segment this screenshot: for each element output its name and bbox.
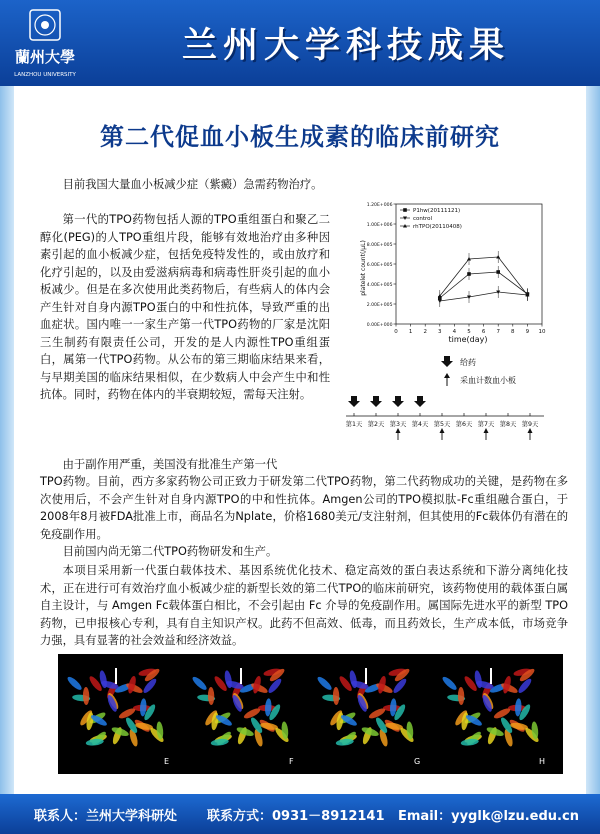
- university-logo: [8, 8, 88, 82]
- left-border: [0, 86, 14, 794]
- banner-title: 兰州大学科技成果: [181, 26, 510, 66]
- dose-arrow-icon: [370, 396, 382, 407]
- paragraph-2: 第一代的TPO药物包括人源的TPO重组蛋白和聚乙二醇化(PEG)的人TPO重组片段，能够有效地治疗由多种因素引起的血小板减少症，包括免疫特发性的，或由放疗和化疗引起的，以及由爱滋病病毒和病毒性肝炎引起的血小板减少。但是在多次使用此类药物后，有些病人的体内会产生针对自身内源TPO蛋白的中和性抗体，导致严重的出血症状。国内唯一一家生产第一代TPO药物的厂家是沈阳三生制药有限责任公司，开发的是人内源性TPO重组蛋白，属第一代TPO药物。从公布的第三期临床结果来看，与早期美国的临床结果相似，在少数病人中会产生中和性抗体。同时，药物在体内的半衰期较短，需每天注射。: [40, 213, 330, 401]
- paragraph-3: TPO药物。目前，西方多家药物公司正致力于研发第二代TPO药物，第二代药物成功的关键，是药物在多次使用后，不会产生针对自身内源TPO的中和性抗体。Amgen公司的TPO模拟肽-Fc重组融合蛋白，于2008年8月被FDA批准上市，商品名为Nplate，价格1680美元/支注射剂，但其使用的Fc载体仍有潜在的免疫副作用。: [40, 475, 568, 541]
- x-tick-label: 2: [423, 329, 427, 335]
- dose-arrow-icon: [441, 356, 453, 367]
- x-tick-label: 0: [394, 329, 398, 335]
- timeline-day-label: 第9天: [521, 421, 539, 428]
- chart-y-label: platelet count(/μL): [360, 240, 367, 296]
- y-tick-label: 1.00E+006: [366, 222, 393, 228]
- protein-panel-label: F: [289, 757, 294, 766]
- right-border: [586, 86, 600, 794]
- timeline-day-label: 第7天: [477, 421, 495, 428]
- y-tick-label: 0.00E+000: [366, 322, 393, 328]
- legend-label: control: [413, 216, 433, 222]
- x-tick-label: 10: [538, 329, 546, 335]
- timeline-day-label: 第5天: [433, 421, 451, 428]
- legend-dose-label: 给药: [460, 358, 476, 367]
- timeline-day-label: 第3天: [389, 421, 407, 428]
- logo-sub: LANZHOU UNIVERSITY: [14, 72, 76, 78]
- platelet-chart: [356, 196, 550, 346]
- timeline-day-label: 第2天: [367, 421, 385, 428]
- x-tick-label: 4: [452, 329, 457, 335]
- timeline-day-label: 第1天: [345, 421, 363, 428]
- paragraph-5: 本项目采用新一代蛋白载体技术、基因系统优化技术、稳定高效的蛋白表达系统和下游分离纯化技术，正在进行可有效治疗血小板减少症的新型长效的第二代TPO的临床前研究，该药物使用的载体蛋白属自主设计，与 Amgen Fc载体蛋白相比，不会引起由 Fc 介导的免疫副作用。属国际先进水平的新型 TPO 药物，已申报核心专利，具有自主知识产权。此药不但高效、低毒，而且药效长，生产成本低，市场竞争力强，具有显著的社会效益和经济效益。: [40, 564, 568, 647]
- x-tick-label: 9: [525, 329, 530, 335]
- data-point: [467, 272, 471, 276]
- timeline-day-label: 第8天: [499, 421, 517, 428]
- y-tick-label: 1.20E+006: [366, 202, 393, 208]
- chart-x-label: time(day): [448, 335, 488, 344]
- timeline-day-label: 第4天: [411, 421, 429, 428]
- sample-arrow-head: [528, 428, 533, 433]
- x-tick-label: 1: [408, 329, 413, 335]
- sample-arrow-head: [484, 428, 489, 433]
- protein-panel-label: G: [414, 757, 421, 766]
- paragraph-3-intro: 由于副作用严重，美国没有批准生产第一代: [62, 458, 278, 471]
- y-tick-label: 4.00E+005: [366, 282, 393, 288]
- y-tick-label: 2.00E+005: [366, 302, 393, 308]
- sample-arrow-head: [396, 428, 401, 433]
- logo-text: 蘭州大學: [14, 48, 76, 66]
- legend-label: P1hw(20111121): [413, 208, 461, 214]
- sample-arrow-head: [440, 428, 445, 433]
- research-title: 第二代促血小板生成素的临床前研究: [100, 123, 500, 151]
- legend-sample: [444, 373, 516, 386]
- protein-structure-image: [58, 654, 563, 774]
- dosing-timeline: [340, 352, 560, 452]
- x-tick-label: 5: [467, 329, 471, 335]
- y-tick-label: 6.00E+005: [366, 262, 393, 268]
- y-tick-label: 8.00E+005: [366, 242, 393, 248]
- data-point: [496, 270, 500, 274]
- footer-bar: [0, 794, 600, 834]
- x-tick-label: 7: [496, 329, 500, 335]
- dose-arrow-icon: [414, 396, 426, 407]
- protein-panel-label: E: [164, 757, 170, 766]
- timeline-day-label: 第6天: [455, 421, 473, 428]
- x-tick-label: 3: [438, 329, 442, 335]
- dose-arrow-icon: [392, 396, 404, 407]
- paragraph-4: 目前国内尚无第二代TPO药物研发和生产。: [62, 545, 278, 558]
- legend-sample-label: 采血计数血小板: [460, 376, 516, 385]
- dose-arrow-icon: [348, 396, 360, 407]
- footer-email[interactable]: Email：yyglk@lzu.edu.cn: [398, 809, 579, 824]
- legend-label: rhTPO(20110408): [413, 224, 462, 230]
- x-tick-label: 8: [511, 329, 515, 335]
- protein-panel-label: H: [539, 757, 546, 766]
- paragraph-1: 目前我国大量血小板减少症（紫癜）急需药物治疗。: [62, 178, 323, 191]
- legend-dose: [441, 356, 476, 367]
- legend-marker: [403, 208, 407, 212]
- footer-phone: 联系方式：0931－8912141: [207, 809, 385, 824]
- x-tick-label: 6: [481, 329, 486, 335]
- header-banner: [0, 0, 600, 86]
- footer-contact: 联系人：兰州大学科研处: [34, 809, 178, 824]
